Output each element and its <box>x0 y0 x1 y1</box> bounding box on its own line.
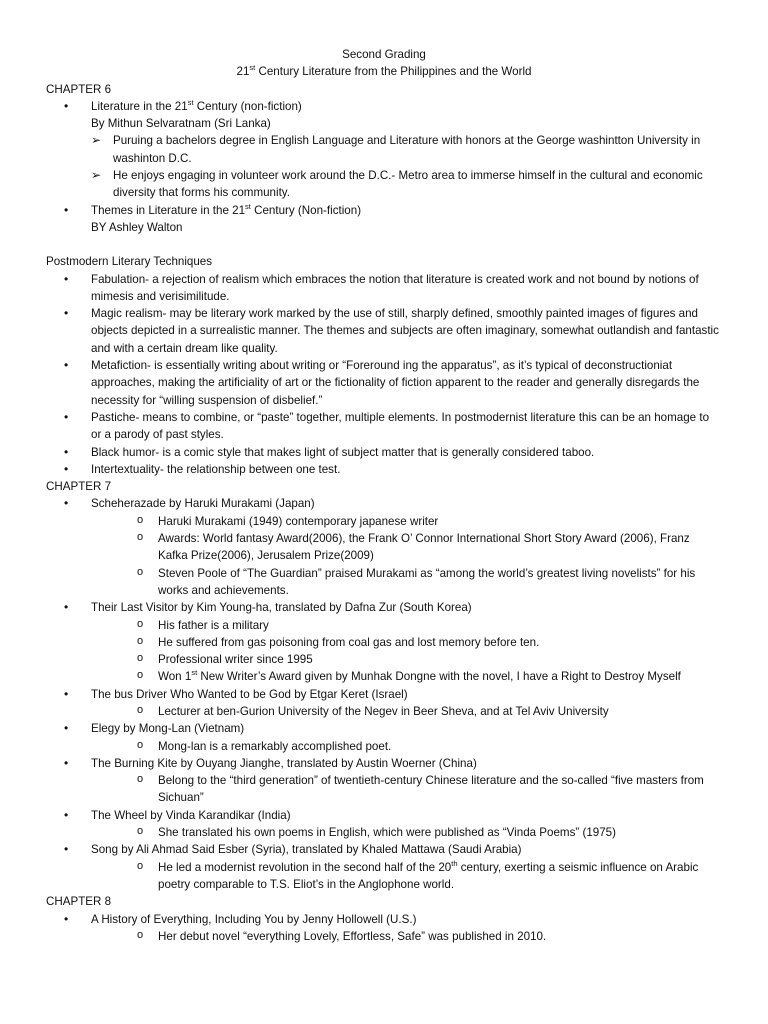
circle-bullet-icon: o <box>137 513 144 526</box>
sub-list-item: o Lecturer at ben-Gurion University of the Negev in Beer Sheva, and at Tel Aviv University <box>137 703 609 718</box>
list-item: • The Burning Kite by Ouyang Jianghe, translated by Austin Woerner (China) <box>46 755 722 772</box>
list-item: • Black humor- is a comic style that makes light of subject matter that is generally considered taboo. <box>46 444 722 461</box>
bullet-icon: • <box>64 271 69 286</box>
circle-bullet-icon: o <box>137 703 144 716</box>
sub-list-item: o He suffered from gas poisoning from coal gas and lost memory before ten. <box>137 634 540 649</box>
sub-list-item: o Belong to the “third generation” of twentieth-century Chinese literature and the so-called “five masters from Sichuan” <box>137 773 704 805</box>
circle-bullet-icon: o <box>137 859 144 872</box>
sub-list-item: ➢ He enjoys engaging in volunteer work around the D.C.- Metro area to immerse himself in the cultural and economic diversity that forms his community. <box>91 168 703 200</box>
sub-list-item: o He led a modernist revolution in the second half of the 20th century, exerting a seismic influence on Arabic poetry comparable to T.S. Eliot’s in the Anglophone world. <box>137 858 699 891</box>
circle-bullet-icon: o <box>137 565 144 578</box>
sub-list-item: ➢ Puruing a bachelors degree in English Language and Literature with honors at the George washintton University in washinton D.C. <box>91 133 701 165</box>
bullet-icon: • <box>64 911 69 926</box>
bullet-icon: • <box>64 807 69 822</box>
sub-list-item: o Won 1st New Writer’s Award given by Munhak Dongne with the novel, I have a Right to Destroy Myself <box>137 668 681 684</box>
circle-bullet-icon: o <box>137 928 144 941</box>
list-item: • Pastiche- means to combine, or “paste” together, multiple elements. In postmodernist literature this can be an homage to or a parody of past styles. <box>64 409 710 442</box>
bullet-icon: • <box>64 358 69 373</box>
list-item: • Their Last Visitor by Kim Young-ha, translated by Dafna Zur (South Korea) <box>46 599 722 616</box>
list-item: • Fabulation- a rejection of realism which embraces the notion that literature is created work and not bound by notions of mimesis and verisimilitude. <box>64 271 699 303</box>
chapter-7-heading: CHAPTER 7 <box>46 480 112 494</box>
sub-list-item: o Professional writer since 1995 <box>137 652 313 667</box>
bullet-icon: • <box>64 306 69 321</box>
document-subtitle: 21st Century Literature from the Philippines and the World <box>236 63 532 79</box>
circle-bullet-icon: o <box>137 634 144 647</box>
bullet-icon: • <box>64 409 69 424</box>
list-item: • Themes in Literature in the 21st Century (Non-fiction) <box>46 202 722 219</box>
bullet-icon: • <box>64 755 69 770</box>
sub-list-item: o Mong-lan is a remarkably accomplished poet. <box>137 738 392 753</box>
bullet-icon: • <box>64 496 69 511</box>
chapter-6-heading: CHAPTER 6 <box>46 82 112 96</box>
circle-bullet-icon: o <box>137 531 144 544</box>
bullet-icon: • <box>64 444 69 459</box>
list-item: • The Wheel by Vinda Karandikar (India) <box>46 807 722 824</box>
circle-bullet-icon: o <box>137 669 144 682</box>
sub-list-item: o Haruki Murakami (1949) contemporary japanese writer <box>137 513 439 528</box>
list-item: • The bus Driver Who Wanted to be God by Etgar Keret (Israel) <box>46 686 722 703</box>
sub-list-item: o Awards: World fantasy Award(2006), the Frank O’ Connor International Short Story Award (2006), Franz Kafka Prize(2006), Jerusalem Prize(2009) <box>137 531 690 563</box>
sub-list-item: o His father is a military <box>137 617 269 632</box>
bullet-icon: • <box>64 721 69 736</box>
document-title: Second Grading <box>342 48 426 61</box>
list-item: • Literature in the 21st Century (non-fiction) <box>46 98 722 115</box>
circle-bullet-icon: o <box>137 617 144 630</box>
author-line: By Mithun Selvaratnam (Sri Lanka) <box>91 117 271 131</box>
techniques-heading: Postmodern Literary Techniques <box>46 255 213 269</box>
list-item: • Song by Ali Ahmad Said Esber (Syria), translated by Khaled Mattawa (Saudi Arabia) <box>46 841 722 858</box>
circle-bullet-icon: o <box>137 825 144 838</box>
sub-list-item: o Her debut novel “everything Lovely, Effortless, Safe” was published in 2010. <box>137 928 547 943</box>
list-item: • Intertextuality- the relationship between one test. <box>46 461 722 478</box>
arrow-bullet-icon: ➢ <box>91 133 102 148</box>
bullet-icon: • <box>64 98 69 113</box>
author-line: BY Ashley Walton <box>91 220 183 234</box>
list-item: • Magic realism- may be literary work marked by the use of still, sharply defined, smoothly painted images of figures and objects depicted in a surrealistic manner. The themes and subjects are often imaginary, somewhat outlandish and fantastic and with a certain dream like quality. <box>64 306 719 355</box>
bullet-icon: • <box>64 600 69 615</box>
list-item: • A History of Everything, Including You by Jenny Hollowell (U.S.) <box>46 911 722 928</box>
list-item: • Elegy by Mong-Lan (Vietnam) <box>46 720 722 737</box>
list-item: • Scheherazade by Haruki Murakami (Japan) <box>46 495 722 512</box>
sub-list-item: o She translated his own poems in English, which were published as “Vinda Poems” (1975) <box>137 825 616 840</box>
list-item: • Metafiction- is essentially writing about writing or “Foreround ing the apparatus”, as it’s typical of deconstructioniat approaches, making the artificiality of art or the fictionality of fiction apparent to the reader and generally disregards the necessity for “willing suspension of disbelief.” <box>64 358 700 407</box>
bullet-icon: • <box>64 686 69 701</box>
sub-list-item: o Steven Poole of “The Guardian” praised Murakami as “among the world’s greatest living novelists” for his works and achievements. <box>137 565 696 597</box>
circle-bullet-icon: o <box>137 652 144 665</box>
arrow-bullet-icon: ➢ <box>91 168 102 183</box>
circle-bullet-icon: o <box>137 773 144 786</box>
circle-bullet-icon: o <box>137 738 144 751</box>
bullet-icon: • <box>64 842 69 857</box>
bullet-icon: • <box>64 461 69 476</box>
chapter-8-heading: CHAPTER 8 <box>46 895 112 909</box>
bullet-icon: • <box>64 202 69 217</box>
